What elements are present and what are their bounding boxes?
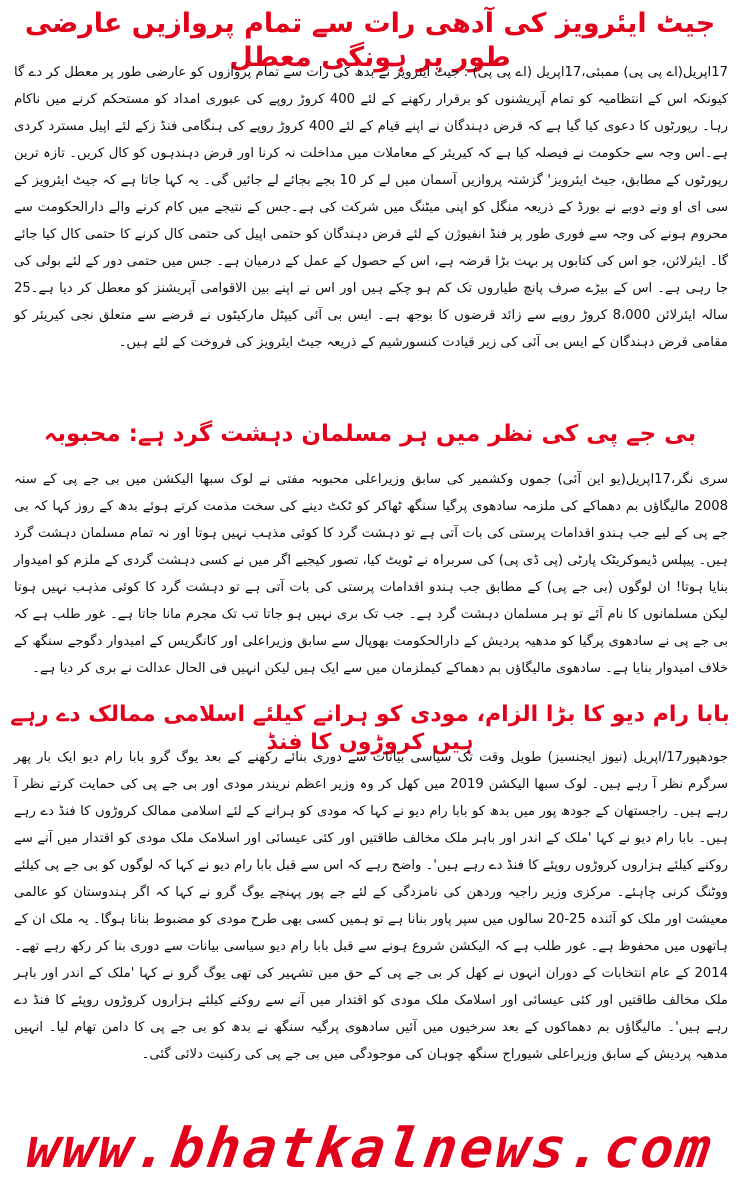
article-mehbooba (0, 392, 740, 692)
article-body: 17اپریل(اے پی پی) ممبئی،17اپریل (اے پی پی) : جیٹ ایئرویز نے بدھ کی رات سے تمام پروازوں کو عارضی طور پر معطل کر دے گا کیونکہ اس کے انتظامیہ کو تمام آپریشنوں کو برقرار رکھنے کے لئے 400 کروڑ روپے کی عبوری امداد کو مستحکم کرنے میں ناکام رہا۔ رپورٹوں کا دعوی کیا گیا ہے کہ قرض دہندگان نے اپنے قیام کے لئے 400 کروڑ روپے کی ہنگامی فنڈ زکے لئے اپیل مسترد کردی ہے۔اس وجہ سے حکومت نے فیصلہ کیا ہے کہ کیریئر کے معاملات میں مداخلت نہ کرنا اور قرض دہندہوں کو کال کریں۔ تازہ ترین رپورٹوں کے مطابق، جیٹ ایئرویز' گزشتہ پروازیں آسمان میں لے کر 10 بجے بجائے لے جائیں گی۔ یہ کہا جاتا ہے کہ جیٹ ایئرویز کے سی ای او ونے دوبے نے بورڈ کے ذریعہ منگل کو اپنی میٹنگ میں شرکت کی ہے۔جس کے نتیجے میں کام کرنے والے دارالحکومت سے محروم ہونے کی وجہ سے فوری طور پر فنڈ انفیوژن کے لئے قرض دہندگان کو حتمی اپیل کی حتمی کال کرنے کا حتمی کال کیا جائے گا۔ ایئرلائن، جو اس کی کتابوں پر بہت بڑا قرضہ ہے، اس کے حصول کے عمل کے درمیان ہے۔ جس میں حتمی دور کے لئے بولی کی جا رہی ہے۔ اس کے بیڑے صرف پانچ طیاروں تک کم ہو چکے ہیں اور اس نے اپنے بین الاقوامی آپریشنز کو معطل کر دیا ہے۔25 سالہ ایئرلائن 8،000 کروڑ روپے سے زائد قرضوں کا بوجھ ہے۔ ایس بی آئی کیپٹل مارکیٹوں نے قرضے سے متعلق نجی کیریئر کو مقامی قرض دہندگان کے ایس بی آئی کی زیر قیادت کنسورشیم کے ذریعہ جیٹ ایئرویز کی فروخت کے لئے ہیں۔ (14, 65, 728, 350)
article-headline: جیٹ ایئرویز کی آدھی رات سے تمام پروازیں عارضی طور پر ہونگی معطل (24, 8, 716, 73)
article-ramdev (0, 692, 740, 1112)
footer-watermark (0, 1110, 740, 1186)
article-headline: بابا رام دیو کا بڑا الزام، مودی کو ہرانے کیلئے اسلامی ممالک دے رہے ہیں کروڑوں کا فنڈ (10, 702, 730, 755)
article-headline: بی جے پی کی نظر میں ہر مسلمان دہشت گرد ہے: محبوبہ (43, 421, 697, 447)
article-body: سری نگر،17اپریل(یو این آئی) جموں وکشمیر کی سابق وزیراعلی محبوبہ مفتی نے لوک سبھا الیکشن میں بی جے پی کے سنہ 2008 مالیگاؤں بم دھماکے کی ملزمہ سادھوی پرگیا سنگھ ٹھاکر کو ٹکٹ دینے کی سخت مذمت کرتے ہوئے بدھ کے روز کہا کہ بی جے پی کے لیے جب ہندو اقدامات پرستی کی بات آتی ہے تو دہشت گرد کا کوئی مذہب نہیں ہوتا اور نہ تمام مسلمان دہشت گرد ہیں۔ پیپلس ڈیموکریٹک پارٹی (پی ڈی پی) کی سربراہ نے ٹویٹ کیا، تصور کیجیے اگر میں نے کسی دہشت گردی کے ملزم کو امیدوار بنایا ہوتا! ان لوگوں (بی جے پی) کے مطابق جب ہندو اقدامات پرستی کی بات آتی ہے تو دہشت گرد کا کوئی مذہب نہیں ہوتا لیکن مسلمانوں کا نام آئے تو ہر مسلمان دہشت گرد ہے۔ جب تک بری نہیں ہو جاتا تب تک مجرم مانا جاتا ہے۔ غور طلب ہے کہ بی جے پی نے سادھوی پرگیا کو مدھیہ پردیش کے دارالحکومت بھوپال سے سابق وزیراعلی اور کانگریس کے امیدوار دگوجے سنگھ کے خلاف امیدوار بنایا ہے۔ سادھوی مالیگاؤں بم دھماکے کیملزمان میں سے ایک ہیں لیکن انہیں فی الحال عدالت نے بری کر دیا ہے۔ (14, 472, 728, 676)
article-jet-airways (0, 0, 740, 392)
article-body: جودھپور17/اپریل (نیوز ایجنسیز) طویل وقت تک سیاسی بیانات سے دوری بنائے رکھنے کے بعد یوگ گرو بابا رام دیو ایک بار پھر سرگرم نظر آ رہے ہیں۔ لوک سبھا الیکشن 2019 میں کھل کر وہ وزیر اعظم نریندر مودی اور بی جے پی کی حمایت کرتے نظر آ رہے ہیں۔ راجستھان کے جودھ پور میں بدھ کو بابا رام دیو نے کہا کہ مودی کو ہرانے کے لئے اسلامی ممالک کروڑوں کا فنڈ دے رہے ہیں۔ بابا رام دیو نے کہا 'ملک کے اندر اور باہر ملک مخالف طاقتیں اور کئی عیسائی اور اسلامک ملک مودی کو اقتدار میں آنے سے روکنے کیلئے ہزاروں کروڑوں روپئے کا فنڈ دے رہے ہیں'۔ واضح رہے کہ اس سے قبل بابا رام دیو نے کہا کہ لوگوں کو بی جے پی کیلئے ووٹنگ کرنی چاہئے۔ مرکزی وزیر راجیہ وردھن کی نامزدگی کے لئے جے پور پہنچے یوگ گرو نے کہا کہ اگر ہندوستان کو عالمی معیشت اور ملک کو آئندہ 25-20 سالوں میں سپر پاور بنانا ہے تو ہمیں کسی بھی طرح مودی کو مضبوط بنانا ہوگا۔ یہ ملک ان کے ہاتھوں میں محفوظ ہے۔ غور طلب ہے کہ الیکشن شروع ہونے سے قبل بابا رام دیو سیاسی بیانات سے دوری بنا کر رکھ رہے تھے۔ 2014 کے عام انتخابات کے دوران انہوں نے کھل کر بی جے پی کے حق میں تشہیر کی تھی یوگ گرو نے کہا 'ملک کے اندر اور باہر ملک مخالف طاقتیں اور کئی عیسائی اور اسلامک ملک مودی کو اقتدار میں آنے سے روکنے کیلئے ہزاروں کروڑوں روپئے کا فنڈ دے رہے ہیں'۔ مالیگاؤں بم دھماکوں کے بعد سرخیوں میں آئیں سادھوی پرگیہ سنگھ نے بدھ کو بی جے پی کا دامن تھام لیا۔ انہیں مدھیہ پردیش کے سابق وزیراعلی شیوراج سنگھ چوہان کی موجودگی میں بی جے پی کی رکنیت دلائی گئی۔ (14, 750, 728, 1062)
watermark-url: www.bhatkalnews.com (22, 1116, 718, 1180)
